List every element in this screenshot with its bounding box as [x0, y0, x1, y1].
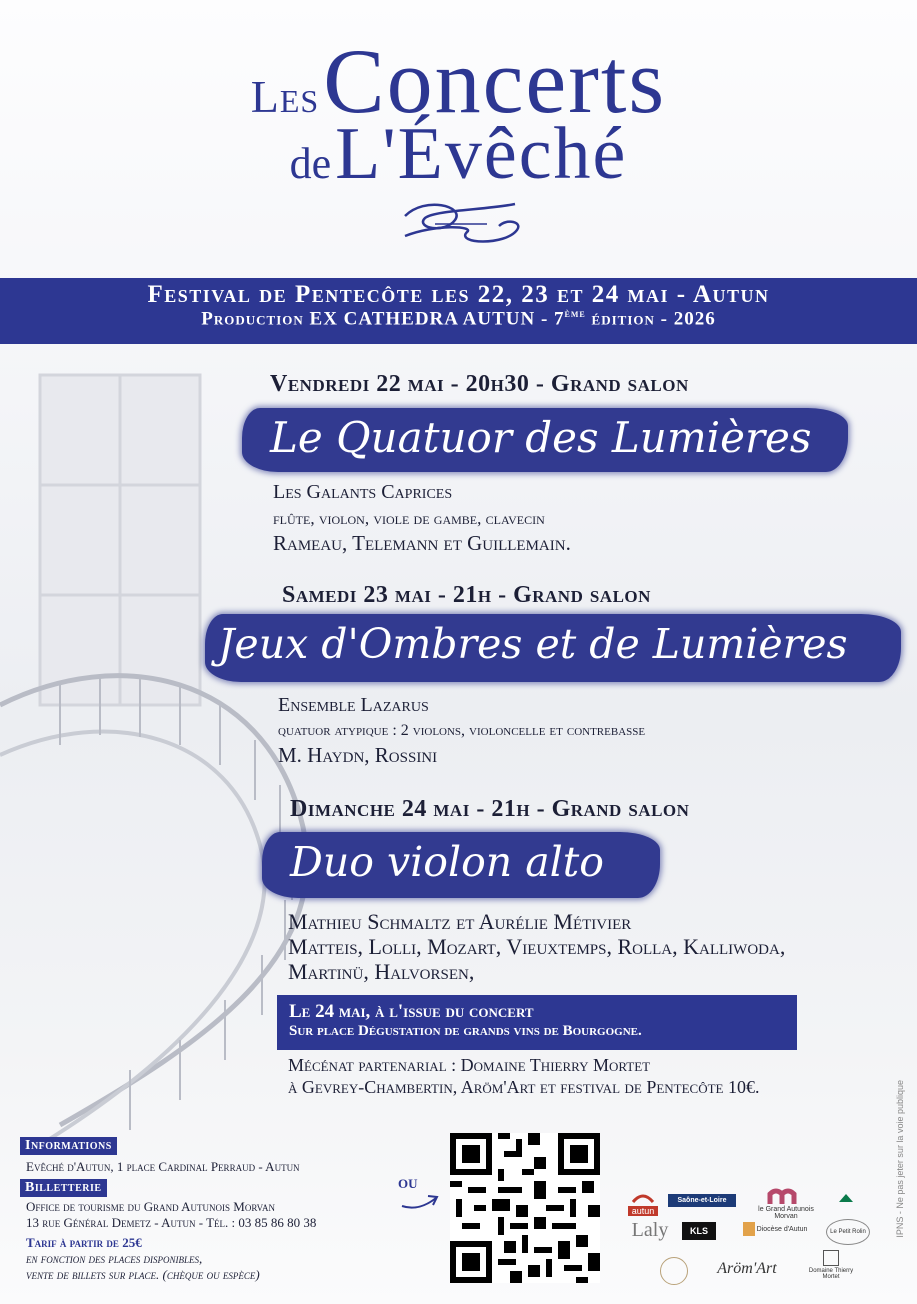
separator: -	[444, 371, 466, 397]
concert-3-day: Dimanche 24 mai	[290, 796, 470, 822]
concert-2-time: 21h	[452, 582, 492, 608]
concert-2-place: Grand salon	[513, 582, 651, 608]
concert-3-time: 21h	[491, 796, 531, 822]
concert-1-ensemble: Les Galants Caprices	[273, 481, 453, 503]
concert-3-place: Grand salon	[551, 796, 690, 822]
logo-le-petit-rolin: Le Petit Rolin	[826, 1219, 870, 1245]
logo-kls: KLS	[682, 1222, 716, 1240]
edition-year: édition - 2026	[585, 308, 716, 330]
concert-3-schedule	[290, 796, 689, 823]
ca-logo-icon	[837, 1192, 855, 1206]
concert-1-instruments: flûte, violon, viole de gambe, clavecin	[273, 509, 545, 528]
qr-code[interactable]	[450, 1133, 600, 1283]
billetterie-tag: Billetterie	[20, 1179, 107, 1197]
production-edition	[0, 308, 917, 330]
logo-mortet-label: Domaine Thierry Mortet	[808, 1268, 854, 1280]
edition-superscript: ème	[564, 308, 586, 320]
billetterie-office: Office de tourisme du Grand Autunois Morvan	[26, 1199, 275, 1214]
separator: -	[529, 371, 551, 397]
concert-2-ensemble: Ensemble Lazarus	[278, 694, 429, 716]
calligraphic-flourish-icon	[395, 196, 525, 252]
title-line-2	[0, 112, 917, 197]
concert-2-composers: M. Haydn, Rossini	[278, 743, 438, 767]
logo-ornament-icon	[660, 1257, 688, 1285]
billetterie-address-phone: 13 rue Général Demetz - Autun - Tél. : 03 85 86 80 38	[26, 1215, 317, 1230]
arrow-right-icon	[400, 1190, 440, 1212]
concert-2-schedule	[282, 582, 651, 609]
autun-logo-icon	[631, 1190, 655, 1204]
title-les: Les	[250, 71, 320, 122]
concert-3-title: Duo violon alto	[290, 838, 604, 886]
diocese-logo-icon	[743, 1222, 755, 1236]
concert-2-title: Jeux d'Ombres et de Lumières	[218, 620, 848, 668]
concert-1-place: Grand salon	[550, 371, 689, 397]
separator: -	[491, 582, 514, 608]
logo-morvan-label: le Grand Autunois Morvan	[758, 1206, 814, 1220]
concert-1-composers: Rameau, Telemann et Guillemain.	[273, 531, 571, 555]
logo-laly: Laly	[631, 1219, 669, 1241]
logo-grand-autunois-morvan	[748, 1188, 824, 1220]
concert-1-schedule	[270, 371, 689, 398]
patronage-line-2: à Gevrey-Chambertin, Aröm'Art et festival de Pentecôte 10€.	[288, 1077, 760, 1097]
separator: -	[530, 796, 552, 822]
concert-1-title: Le Quatuor des Lumières	[270, 413, 812, 462]
logo-autun	[628, 1190, 658, 1216]
concert-3-composers-line-1: Matteis, Lolli, Mozart, Vieuxtemps, Rolla, Kalliwoda,	[288, 934, 786, 959]
tarif-availability: en fonction des places disponibles,	[26, 1251, 203, 1266]
informations-address: Evêché d'Autun, 1 place Cardinal Perraud - Autun	[26, 1159, 300, 1174]
title-de: de	[289, 139, 332, 188]
separator: -	[469, 796, 492, 822]
concert-1-day: Vendredi 22 mai	[270, 371, 445, 397]
concert-1-time: 20h30	[465, 371, 530, 397]
tasting-line-1: Le 24 mai, à l'issue du concert	[289, 1001, 534, 1022]
concert-2-instruments: quatuor atypique : 2 violons, violoncelle et contrebasse	[278, 722, 646, 739]
tarif-onsite-sales: vente de billets sur place. (chèque ou espèce)	[26, 1267, 260, 1282]
logo-diocese-label: Diocèse d'Autun	[756, 1225, 808, 1233]
separator: -	[431, 582, 453, 608]
morvan-logo-icon	[766, 1188, 806, 1204]
wine-tasting-box	[277, 995, 797, 1050]
side-note: IPNS - Ne pas jeter sur la voie publique	[895, 1080, 905, 1238]
logo-autun-label: autun	[628, 1206, 658, 1216]
concert-3-ensemble: Mathieu Schmaltz et Aurélie Métivier	[288, 909, 632, 934]
title-concerts: Concerts	[323, 30, 667, 132]
title-eveche: L'Évêché	[335, 113, 628, 195]
tarif-price: Tarif à partir de 25€	[26, 1235, 142, 1250]
concert-2-day: Samedi 23 mai	[282, 582, 432, 608]
production-text: Production EX CATHEDRA AUTUN - 7	[201, 308, 565, 330]
tasting-line-2: Sur place Dégustation de grands vins de Bourgogne.	[289, 1023, 642, 1039]
logo-bank-icon	[836, 1192, 856, 1208]
concert-3-composers-line-2: Martinü, Halvorsen,	[288, 959, 475, 984]
mortet-crest-icon	[823, 1250, 839, 1266]
logo-domaine-mortet	[808, 1250, 854, 1280]
festival-banner	[0, 278, 917, 344]
festival-dates: Festival de Pentecôte les 22, 23 et 24 mai - Autun	[147, 281, 770, 308]
logo-diocese	[730, 1222, 820, 1236]
patronage-line-1: Mécénat partenarial : Domaine Thierry Mortet	[288, 1055, 651, 1075]
ou-label: ou	[398, 1172, 418, 1192]
logo-aromart: Aröm'Art	[717, 1260, 777, 1277]
informations-tag: Informations	[20, 1137, 117, 1155]
logo-saone-et-loire: Saône-et-Loire	[668, 1194, 736, 1207]
